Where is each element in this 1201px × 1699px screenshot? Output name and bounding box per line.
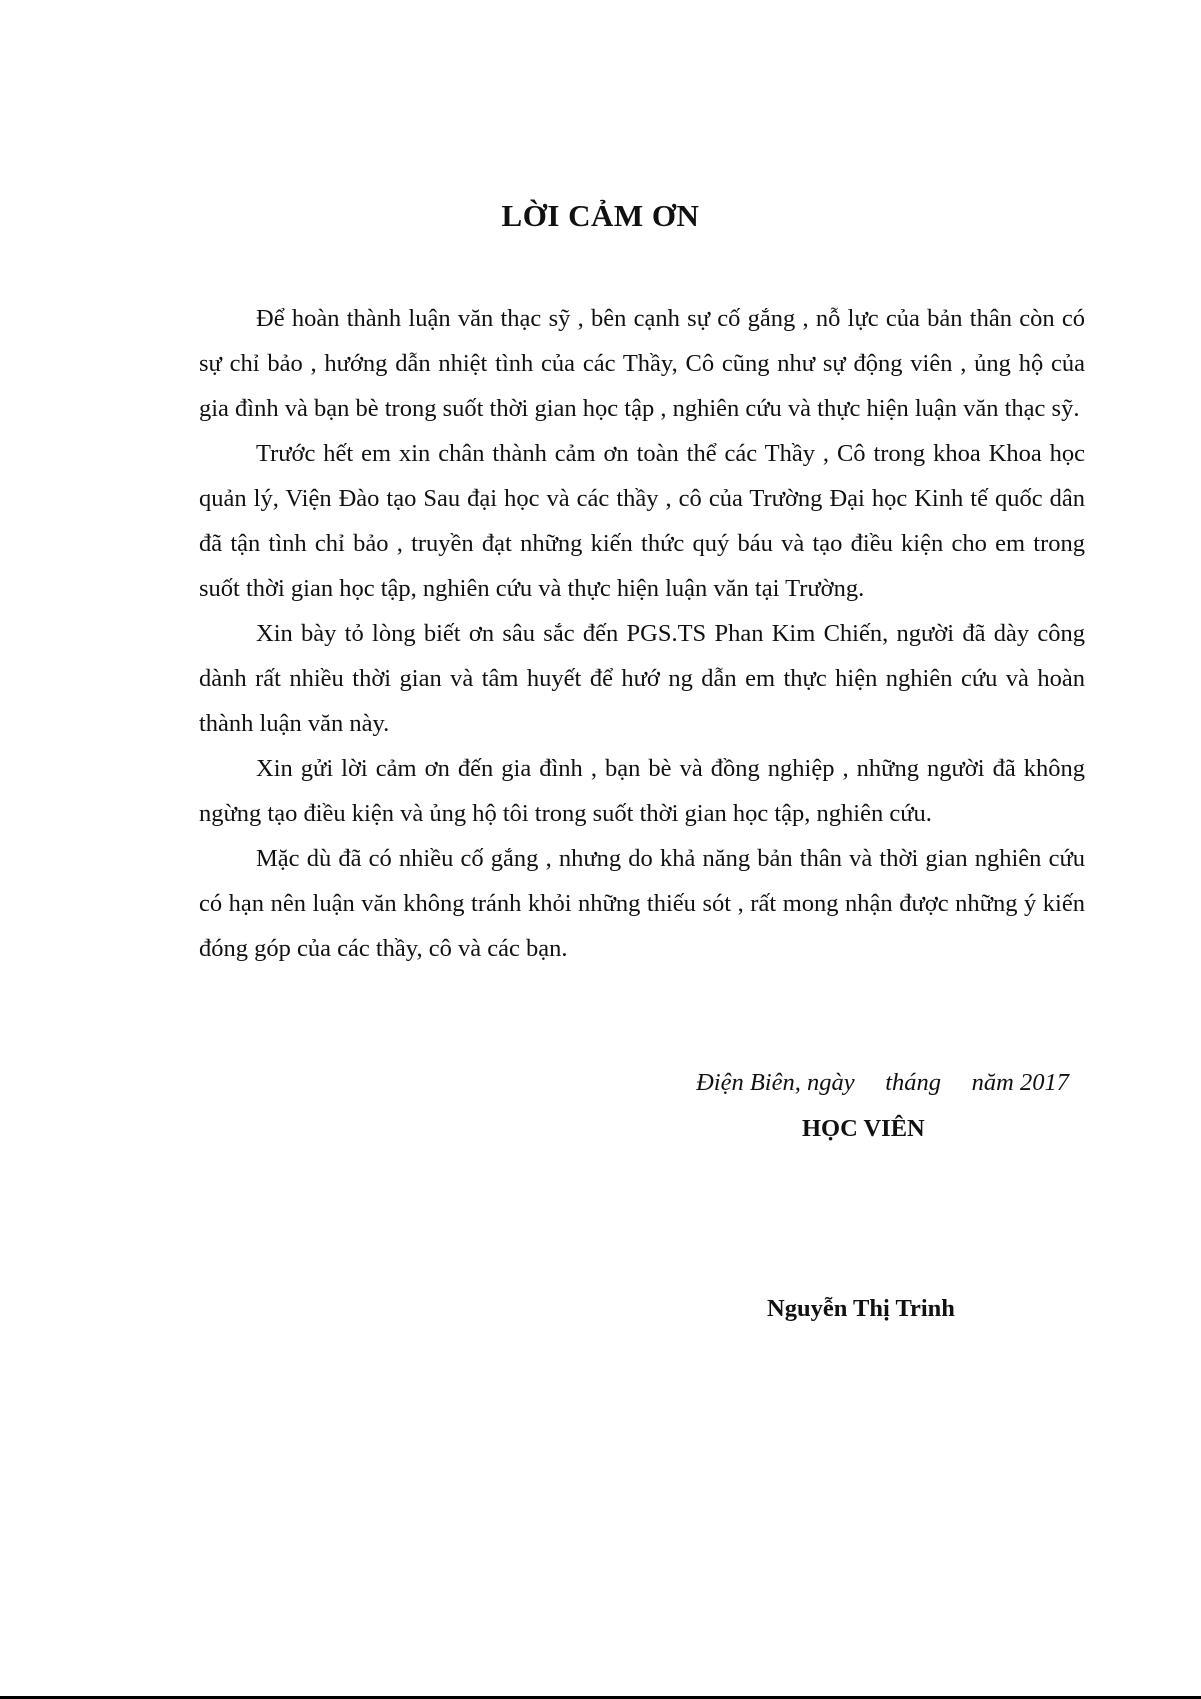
signer-name: Nguyễn Thị Trinh xyxy=(767,1295,955,1322)
paragraph-4: Xin gửi lời cảm ơn đến gia đình , bạn bè và đồng nghiệp , những người đã không ngừng tạo điều kiện và ủng hộ tôi trong suốt thời gian học tập, nghiên cứu. xyxy=(199,755,1085,827)
paragraph-1: Để hoàn thành luận văn thạc sỹ , bên cạnh sự cố gắng , nỗ lực của bản thân còn có sự chỉ bảo , hướng dẫn nhiệt tình của các Thầy, Cô cũng như sự động viên , ủng hộ của gia đình và bạn bè trong suốt thời gian học tập , nghiên cứu và thực hiện luận văn thạc sỹ. xyxy=(199,305,1085,422)
page-title: LỜI CẢM ƠN xyxy=(501,198,700,233)
acknowledgement-body xyxy=(199,296,1085,971)
paragraph-5: Mặc dù đã có nhiều cố gắng , nhưng do khả năng bản thân và thời gian nghiên cứu có hạn nên luận văn không tránh khỏi những thiếu sót , rất mong nhận được những ý kiến đóng góp của các thầy, cô và các bạn. xyxy=(199,845,1085,962)
paragraph-2: Trước hết em xin chân thành cảm ơn toàn thể các Thầy , Cô trong khoa Khoa học quản lý, Viện Đào tạo Sau đại học và các thầy , cô của Trường Đại học Kinh tế quốc dân đã tận tình chỉ bảo , truyền đạt những kiến thức quý báu và tạo điều kiện cho em trong suốt thời gian học tập, nghiên cứu và thực hiện luận văn tại Trường. xyxy=(199,440,1085,602)
signer-role: HỌC VIÊN xyxy=(802,1115,925,1142)
signature-date-line: Điện Biên, ngày tháng năm 2017 xyxy=(696,1069,1069,1096)
paragraph-3: Xin bày tỏ lòng biết ơn sâu sắc đến PGS.TS Phan Kim Chiến, người đã dày công dành rất nhiều thời gian và tâm huyết để hướ ng dẫn em thực hiện nghiên cứu và hoàn thành luận văn này. xyxy=(199,620,1085,737)
